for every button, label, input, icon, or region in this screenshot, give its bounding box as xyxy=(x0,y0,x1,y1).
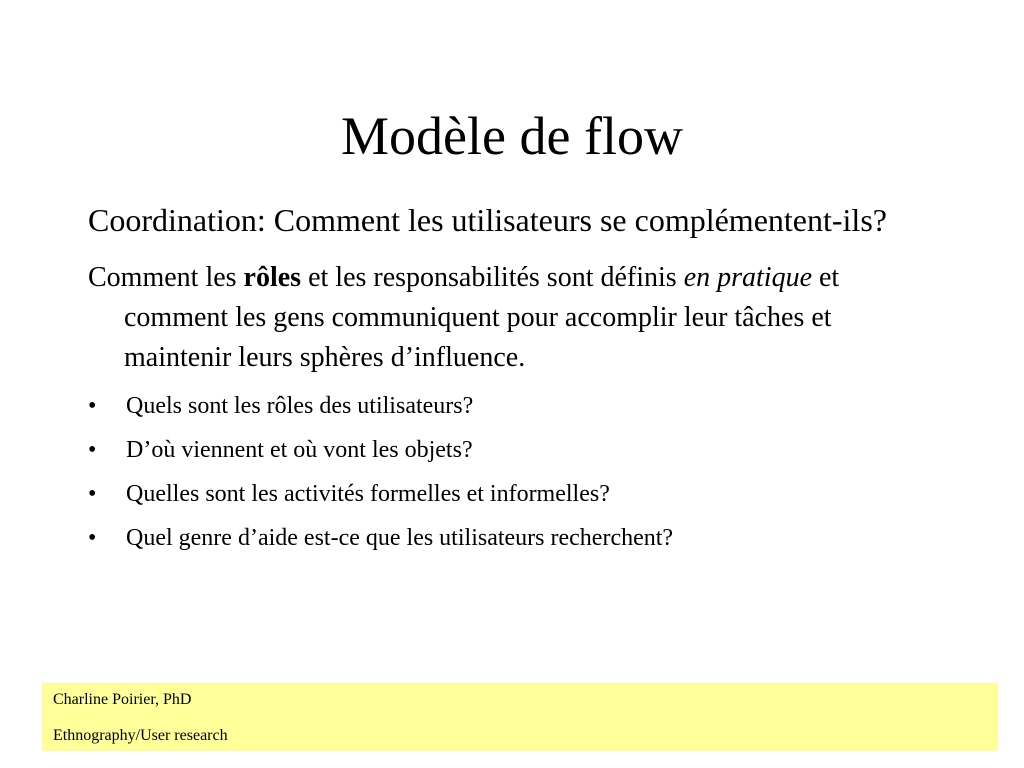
definition-bold-roles: rôles xyxy=(243,262,302,293)
definition-italic-en-pratique: en pratique xyxy=(683,262,812,293)
question-item xyxy=(88,434,888,466)
bullet-icon: • xyxy=(88,525,97,551)
question-item xyxy=(88,478,888,510)
definition-paragraph xyxy=(88,258,888,378)
footer-author: Charline Poirier, PhD xyxy=(53,691,192,708)
coordination-heading: Coordination: Comment les utilisateurs se complémentent-ils? xyxy=(88,202,887,238)
definition-text-3: et comment les gens communiquent pour accomplir leur tâches et maintenir leurs sphères d’influence. xyxy=(124,262,840,373)
bullet-icon: • xyxy=(88,393,97,419)
question-list xyxy=(88,390,888,554)
bullet-icon: • xyxy=(88,437,97,463)
question-text: Quel genre d’aide est-ce que les utilisateurs recherchent? xyxy=(126,525,674,551)
definition-text-2: et les responsabilités sont définis xyxy=(301,262,684,293)
question-item xyxy=(88,522,888,554)
slide-body xyxy=(88,200,888,554)
definition-text-1: Comment les xyxy=(88,262,244,293)
question-text: Quels sont les rôles des utilisateurs? xyxy=(126,393,474,419)
question-text: Quelles sont les activités formelles et informelles? xyxy=(126,481,610,507)
footer-subtitle: Ethnography/User research xyxy=(53,727,228,744)
slide-title: Modèle de flow xyxy=(341,106,683,166)
footer-box xyxy=(42,683,998,751)
question-text: D’où viennent et où vont les objets? xyxy=(126,437,473,463)
question-item xyxy=(88,390,888,422)
bullet-icon: • xyxy=(88,481,97,507)
